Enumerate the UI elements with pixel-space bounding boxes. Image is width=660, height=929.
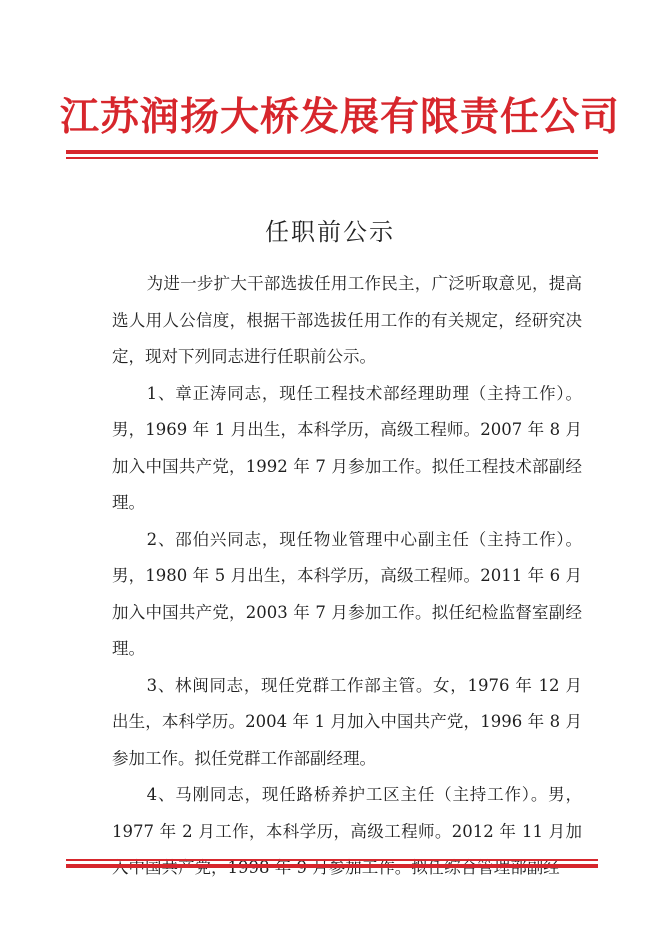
intro-paragraph: 为进一步扩大干部选拔任用工作民主，广泛听取意见，提高选人用人公信度，根据干部选拔任用工作的有关规定，经研究决定，现对下列同志进行任职前公示。 — [112, 274, 582, 366]
document-title: 任职前公示 — [265, 218, 395, 246]
document-body — [112, 266, 582, 887]
letterhead-rule-thick — [66, 150, 598, 154]
candidate-4-paragraph: 4、马刚同志，现任路桥养护工区主任（主持工作）。男，1977 年 2 月工作，本科学历，高级工程师。2012 年 11 月加 — [112, 785, 582, 841]
letterhead-rule-thin — [66, 157, 598, 159]
candidate-3-paragraph: 3、林闽同志，现任党群工作部主管。女，1976 年 12 月出生，本科学历。2004 年 1 月加入中国共产党，1996 年 8 月参加工作。拟任党群工作部副经理。 — [112, 675, 582, 768]
candidate-1-paragraph: 1、章正涛同志，现任工程技术部经理助理（主持工作）。男，1969 年 1 月出生，本科学历，高级工程师。2007 年 8 月加入中国共产党，1992 年 7 月参加工作。拟任工程技术部副经理。 — [112, 383, 582, 512]
candidate-2-paragraph: 2、邵伯兴同志，现任物业管理中心副主任（主持工作）。男，1980 年 5 月出生，本科学历，高级工程师。2011 年 6 月加入中国共产党，2003 年 7 月参加工作。拟任纪检监督室副经理。 — [112, 529, 582, 658]
footer-rule-thick — [66, 864, 598, 868]
footer-rule-thin — [66, 859, 598, 861]
company-letterhead: 江苏润扬大桥发展有限责任公司 — [60, 94, 621, 140]
